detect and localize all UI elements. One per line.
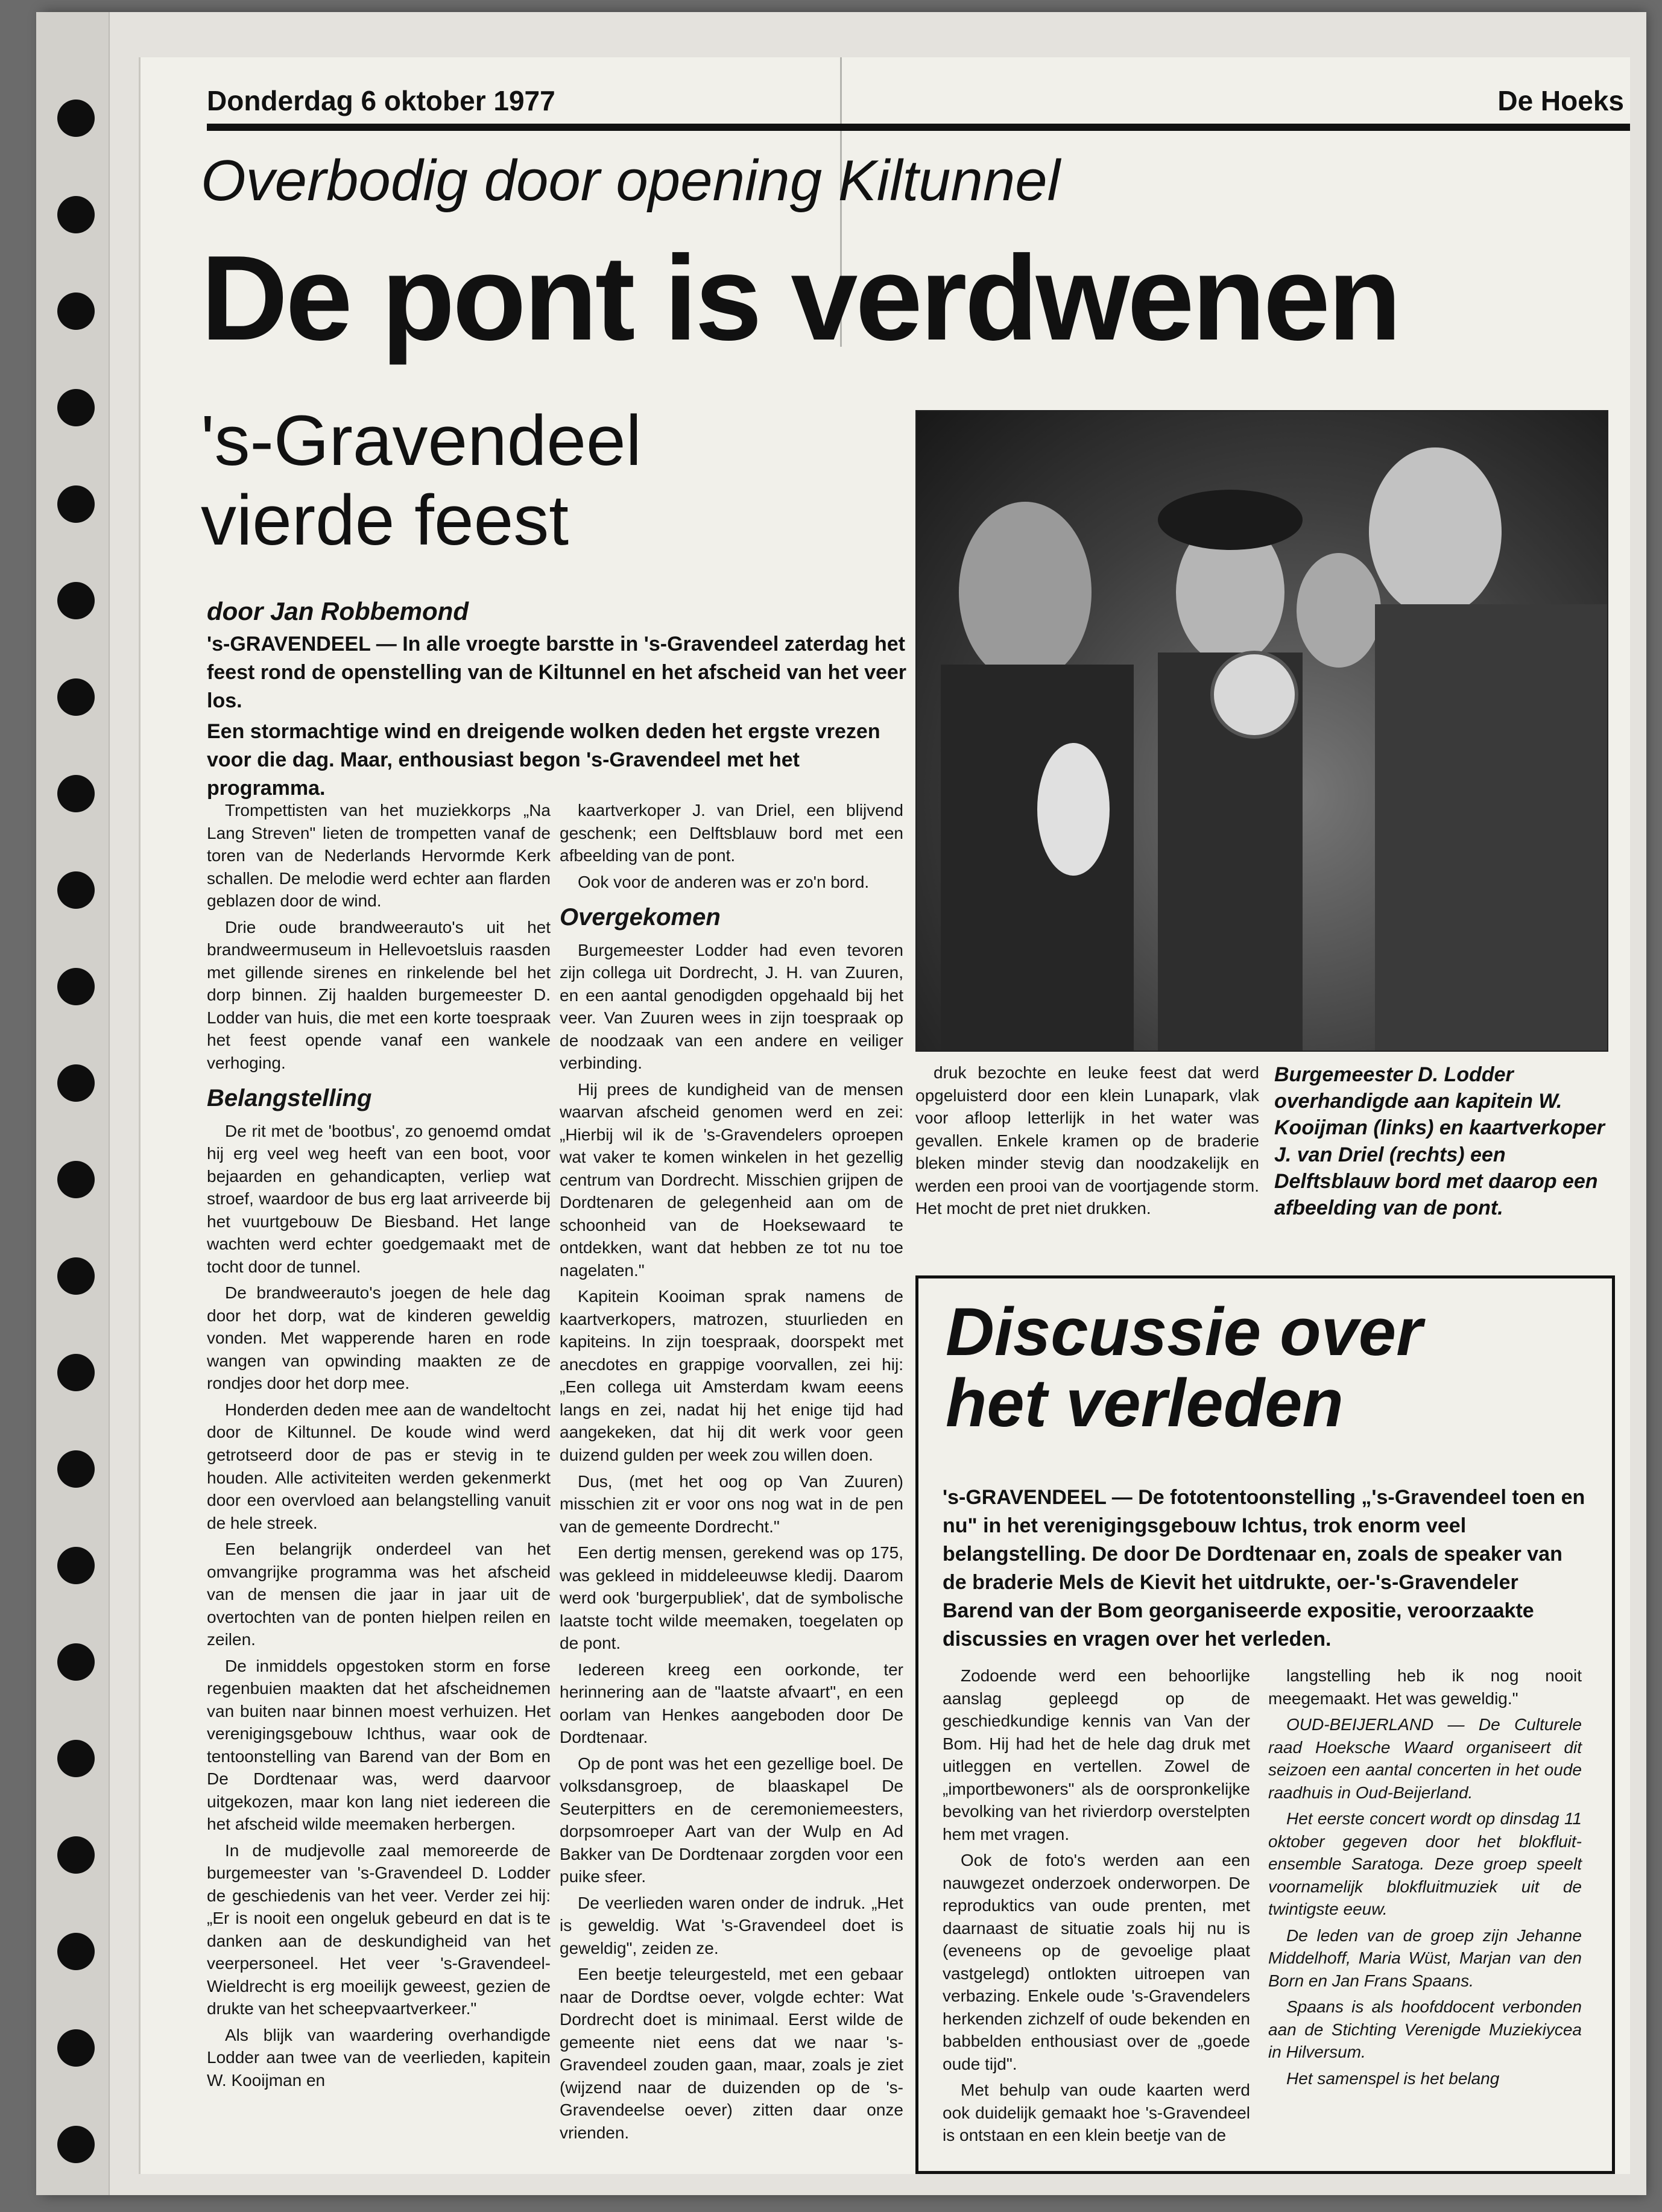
article-kicker: Overbodig door opening Kiltunnel [201, 148, 1060, 213]
punch-hole [57, 1064, 95, 1102]
section-heading: Belangstelling [207, 1085, 372, 1112]
lead-paragraph: Een stormachtige wind en dreigende wolken deden het ergste vrezen voor die dag. Maar, enthousiast begon 's-Gravendeel met het programma. [207, 719, 880, 800]
punch-hole [57, 196, 95, 233]
punch-hole [57, 582, 95, 619]
byline: door Jan Robbemond [207, 597, 469, 625]
punch-hole [57, 871, 95, 909]
subheadline-line-2: vierde feest [201, 481, 569, 561]
punch-hole [57, 1547, 95, 1584]
photo-figures [917, 411, 1607, 1051]
punch-hole [57, 292, 95, 330]
delft-plate [1037, 743, 1110, 876]
punch-hole [57, 2126, 95, 2163]
paragraph: Drie oude brandweerauto's uit het brandweermuseum in Hellevoetsluis raasden met gillende sirenes en rinkelende bel het dorp binnen. Zij haalden burgemeester D. Lodder van huis, die met een korte toespraak het feest opende vanaf een wankele verhoging. [207, 917, 551, 1072]
paragraph: Het eerste concert wordt op dinsdag 11 oktober gegeven door het blokfluit-ensemble Saratoga. Deze groep speelt voornamelijk blokfluitmuziek uit de twintigste eeuw. [1268, 1809, 1582, 1919]
box-headline [946, 1294, 1423, 1441]
newspaper-name: De Hoeks [1497, 85, 1624, 116]
figure-head [959, 502, 1092, 683]
paragraph: De inmiddels opgestoken storm en forse regenbuien maakten dat het afscheidnemen van buiten naar binnen moest verhuizen. Het verenigingsgebouw Ichthus, waar ook de tentoonstelling van Barend van der Bom en De Dordtenaar was, werd daarvoor uitgekozen, maar kon lang niet iedereen die het afscheid wilde meemaken herbergen. [207, 1656, 551, 1834]
sidebar-article-box [915, 1275, 1615, 2174]
paragraph: Zodoende werd een behoorlijke aanslag gepleegd op de geschiedkundige kennis van Van der Bom. Hij had het de hele dag druk met uitleggen en vertellen. Zowel de „importbewoners" als de oorspronkelijke bevolking van het rivierdorp overstelpten hem met vragen. [943, 1666, 1250, 1844]
punch-hole [57, 1740, 95, 1777]
box-column-right [1268, 1664, 1582, 2093]
text-column-1 [207, 799, 551, 2095]
punch-hole [57, 1836, 95, 1874]
paragraph: Hij prees de kundigheid van de mensen waarvan afscheid genomen werd en zei: „Hierbij wil ik de 's-Gravendelers oproepen wat vaker te komen winkelen in het gezellig centrum van Dordrecht. Misschien grijpen de Dordtenaren de gelegenheid aan om de schoonheid van de Hoeksewaard te ontdekken, want dat hebben ze tot nu toe nagelaten." [560, 1079, 903, 1280]
figure-head [1297, 553, 1381, 668]
paragraph: Iedereen kreeg een oorkonde, ter herinnering aan de "laatste afvaart", en een oorlam van Henkes aangeboden door De Dordtenaar. [560, 1660, 903, 1747]
box-headline-line-1: Discussie over [946, 1294, 1423, 1370]
box-headline-line-2: het verleden [946, 1365, 1344, 1441]
box-lead: 's-GRAVENDEEL — De fototentoonstelling „'s-Gravendeel toen en nu" in het verenigingsgebouw Ichtus, trok enorm veel belangstelling. De door De Dordtenaar en, zoals de speaker van de braderie Mels de Kievit het uitdrukte, oer-'s-Gravendeler Barend van der Bom georganiseerde expositie, veroorzaakte discussies en vragen over het verleden. [943, 1486, 1585, 1651]
punch-hole [57, 1257, 95, 1295]
paragraph: langstelling heb ik nog nooit meegemaakt. Het was geweldig." [1268, 1666, 1582, 1708]
article-headline: De pont is verdwenen [201, 231, 1400, 365]
paragraph: Een belangrijk onderdeel van het omvangrijke programma was het afscheid van de mensen die jaar in jaar uit de overtochten van de ponten hielpen reilen en zeilen. [207, 1540, 551, 1649]
paragraph: Honderden deden mee aan de wandeltocht door de Kiltunnel. De koude wind werd getrotseerd door de pas er stevig in te houden. Alle activiteiten werden gekenmerkt door een overvloed aan belangstelling vanuit de hele streek. [207, 1400, 551, 1532]
paragraph: Het samenspel is het belang [1286, 2068, 1500, 2088]
figure-head [1369, 447, 1502, 616]
paragraph: Als blijk van waardering overhandigde Lodder aan twee van de veerlieden, kapitein W. Kooijman en [207, 2025, 551, 2090]
figure-body [941, 665, 1134, 1051]
paragraph: Burgemeester Lodder had even tevoren zijn collega uit Dordrecht, J. H. van Zuuren, en een aantal genodigden opgehaald bij het veer. Van Zuuren wees in zijn toespraak op de noodzaak van een andere en veiliger verbinding. [560, 940, 903, 1073]
punch-hole [57, 485, 95, 523]
text-column-3 [915, 1061, 1259, 1224]
article-lead [207, 630, 918, 804]
paragraph: OUD-BEIJERLAND — De Culturele raad Hoeksche Waard organiseert dit seizoen een aantal concerten in het oude raadhuis in Oud-Beijerland. [1268, 1715, 1582, 1802]
punch-hole [57, 1354, 95, 1391]
figure-body [1375, 604, 1607, 1051]
lead-paragraph: 's-GRAVENDEEL — In alle vroegte barstte in 's-Gravendeel zaterdag het feest rond de openstelling van de Kiltunnel en het afscheid van het veer los. [207, 633, 907, 712]
punch-hole [57, 389, 95, 426]
paragraph: Een beetje teleurgesteld, met een gebaar naar de Dordtse oever, volgde echter: Wat Dordrecht doet is minimaal. Eerst wilde de gemeente niet eens dat we naar 's-Gravendeel zouden gaan, maar, zoals je ziet (wijzend naar de duizenden op de 's-Gravendeelse oever) zitten daar onze vrienden. [560, 1965, 903, 2142]
text-column-2 [560, 799, 903, 2147]
paragraph: De rit met de 'bootbus', zo genoemd omdat hij erg veel weg heeft van een boot, voor bejaarden en gehandicapten, verliep wat stroef, waardoor de bus erg laat arriveerde bij het vuurtgebouw De Biesband. Het lange wachten werd echter goedgemaakt met de tocht door de tunnel. [207, 1121, 551, 1276]
paragraph: Dus, (met het oog op Van Zuuren) misschien zit er voor ons nog wat in de pen van de gemeente Dordrecht." [560, 1471, 903, 1536]
section-heading: Overgekomen [560, 904, 721, 931]
paragraph: Ook voor de anderen was er zo'n bord. [578, 872, 870, 891]
paragraph: In de mudjevolle zaal memoreerde de burgemeester van 's-Gravendeel D. Lodder de geschiedenis van het veer. Verder zei hij: „Er is nooit een ongeluk gebeurd en dat is te danken aan de deskundigheid van het veerpersoneel. Het veer 's-Gravendeel-Wieldrecht is erg moeilijk geweest, gezien de drukte van het scheepvaartverkeer." [207, 1841, 551, 2018]
paragraph: Kapitein Kooiman sprak namens de kaartverkopers, matrozen, stuurlieden en kapiteins. In zijn toespraak, doorspekt met anecdotes en grappige voorvallen, zei hij: „Een collega uit Amsterdam kwam eeens langs en zei, nadat hij het enige tijd had aangekeken, dat hij dit werk voor geen duizend gulden per week zou willen doen. [560, 1287, 903, 1464]
photo-caption: Burgemeester D. Lodder overhandigde aan kapitein W. Kooijman (links) en kaartverkoper J. van Driel (rechts) een Delftsblauw bord met daarop een afbeelding van de pont. [1274, 1063, 1605, 1219]
punch-hole [57, 775, 95, 812]
punch-hole [57, 1933, 95, 1970]
subheadline-line-1: 's-Gravendeel [201, 401, 642, 481]
paragraph: Ook de foto's werden aan een nauwgezet onderzoek onderworpen. De reproduktics van oude prenten, met daarnaast de situatie zoals hij nu is (eveneens op de gevoelige plaat vastgelegd) ontlokten uitroepen van verbazing. Enkele oude 's-Gravendelers herkenden zichzelf of oude bekenden en babbelden enthousiast over de „goede oude tijd". [943, 1851, 1250, 2073]
paragraph: De veerlieden waren onder de indruk. „Het is geweldig. Wat 's-Gravendeel doet is geweldig", zeiden ze. [560, 1893, 903, 1958]
punch-hole [57, 968, 95, 1005]
paragraph: Een dertig mensen, gerekend was op 175, was gekleed in middeleeuwse kledij. Daarom werd ook 'burgerpubliek', dat de symbolische laatste tocht wilde meemaken, toegelaten op de pont. [560, 1543, 903, 1653]
paragraph: kaartverkoper J. van Driel, een blijvend geschenk; een Delftsblauw bord met een afbeelding van de pont. [560, 801, 903, 865]
captain-cap [1158, 490, 1303, 550]
punch-hole [57, 1450, 95, 1488]
delft-plate [1212, 653, 1297, 737]
paragraph: De leden van de groep zijn Jehanne Middelhoff, Maria Wüst, Marjan van den Born en Jan Frans Spaans. [1268, 1926, 1582, 1990]
paragraph: Trompettisten van het muziekkorps „Na Lang Streven" lieten de trompetten vanaf de toren van de Nederlands Hervormde Kerk schallen. De melodie werd echter aan flarden geblazen door de wind. [207, 801, 551, 911]
paragraph: De brandweerauto's joegen de hele dag door het dorp, wat de kinderen geweldig vonden. Met wapperende haren en rode wangen van opwinding maakten ze de rondjes door het dorp mee. [207, 1283, 551, 1393]
paragraph: Spaans is als hoofddocent verbonden aan de Stichting Verenigde Muziekiycea in Hilversum. [1268, 1997, 1582, 2062]
news-photo [915, 410, 1608, 1052]
punch-hole [57, 678, 95, 716]
paragraph: druk bezochte en leuke feest dat werd opgeluisterd door een klein Lunapark, vlak voor afloop letterlijk in het water was gevallen. Enkele kramen op de braderie bleken minder stevig dan noodzakelijk en werden een prooi van de voortjagende storm. Het mocht de pret niet drukken. [915, 1063, 1259, 1218]
punch-hole [57, 100, 95, 137]
newspaper-clipping [139, 57, 1630, 2174]
punch-hole [57, 1161, 95, 1198]
box-column-left [943, 1664, 1250, 2150]
punch-hole [57, 1643, 95, 1681]
article-subheadline [201, 401, 642, 560]
paragraph: Met behulp van oude kaarten werd ook duidelijk gemaakt hoe 's-Gravendeel is ontstaan en een klein beetje van de [943, 2081, 1250, 2145]
header-rule [207, 124, 1630, 131]
punch-hole [57, 2029, 95, 2067]
issue-date: Donderdag 6 oktober 1977 [207, 85, 555, 116]
paragraph: Op de pont was het een gezellige boel. De volksdansgroep, de blaaskapel De Seuterpitters en de ceremoniemeesters, dorpsomroeper Aart van der Wulp en Ad Bakker van De Dordtenaar zorgden voor een puike sfeer. [560, 1754, 903, 1886]
